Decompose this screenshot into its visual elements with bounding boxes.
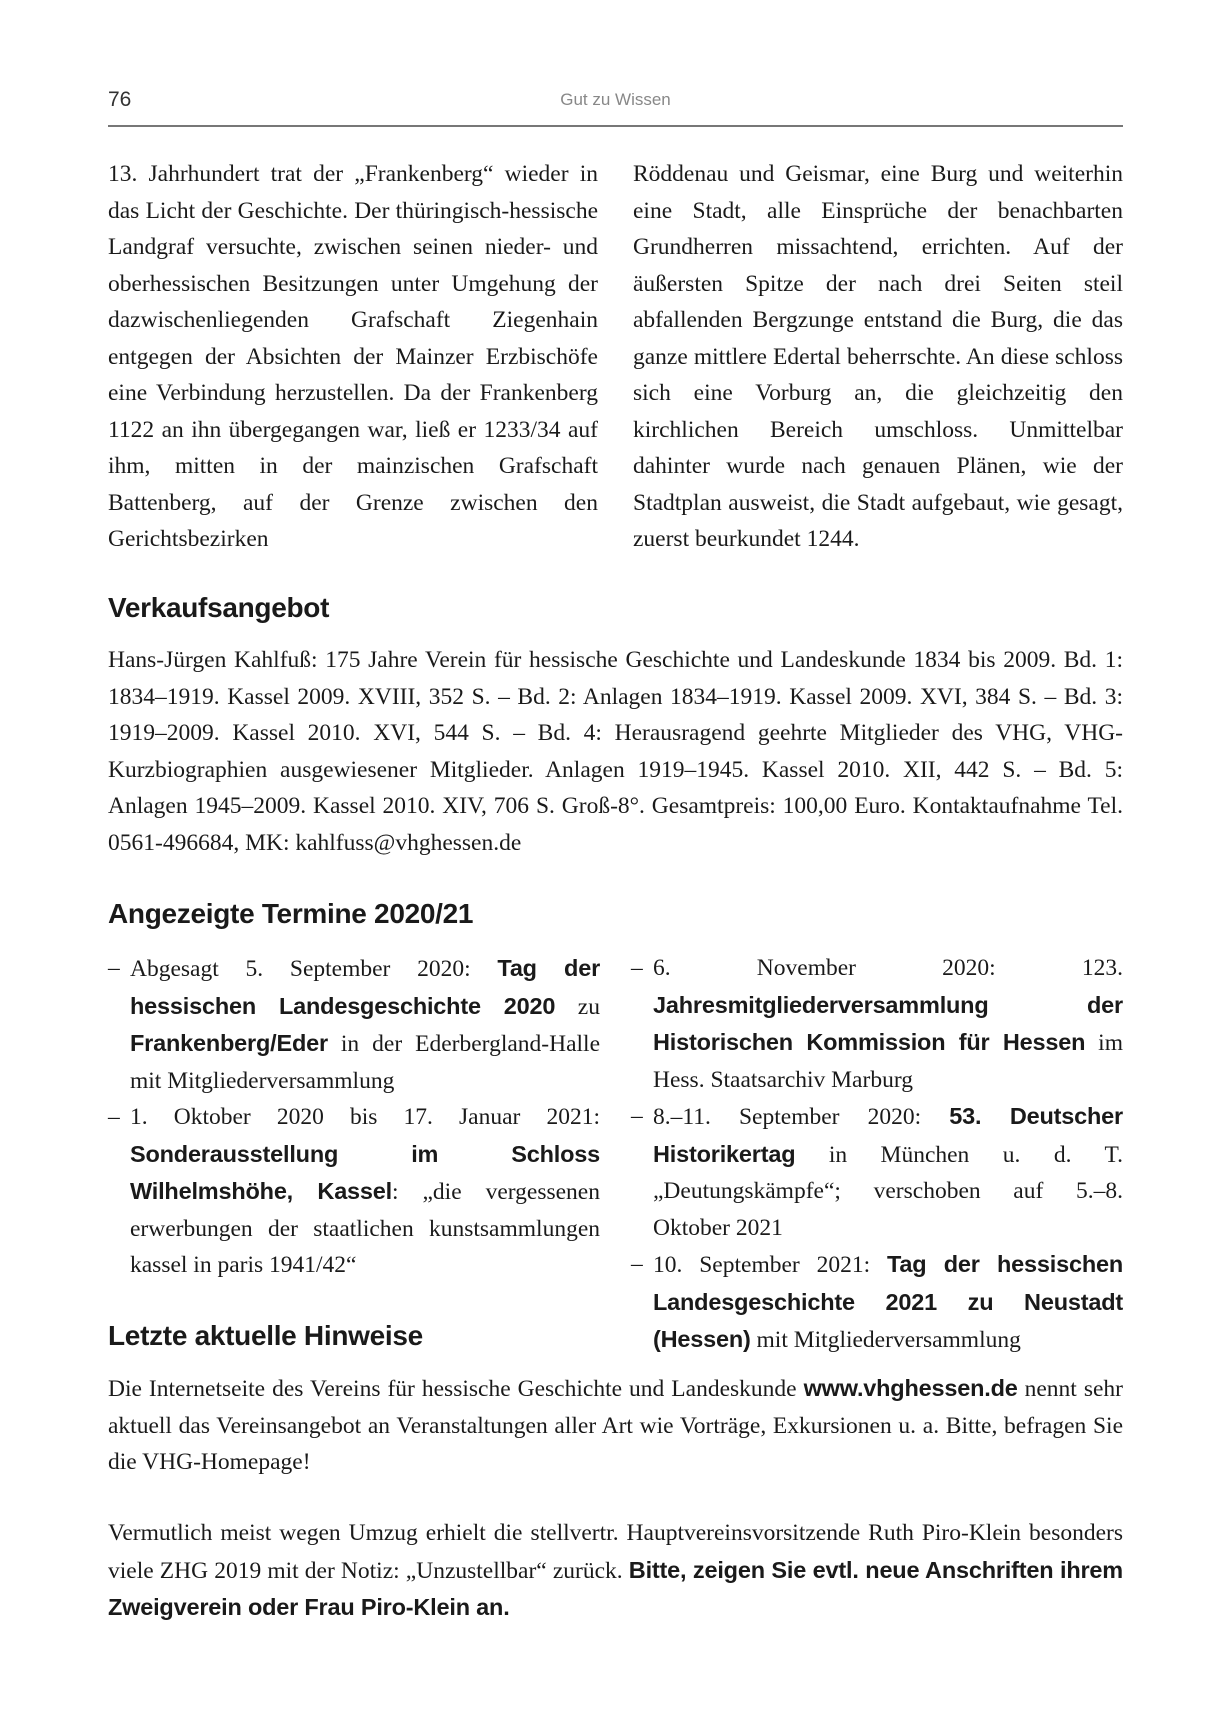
page-number: 76 [108,88,132,111]
event-item: – 8.–11. September 2020: 53. Deutscher Historikertag in München u. d. T. „Deutungskämpfe“; verschoben auf 5.–8. Oktober 2021 [631,1098,1123,1246]
intro-columns [108,156,1123,558]
events-left-column [108,950,600,1359]
event-title: Tag der hessischen Landesgeschichte 2020 [130,955,601,1019]
dash-bullet: – [108,1104,120,1130]
events-right-column [631,950,1123,1359]
dash-bullet: – [631,1103,643,1129]
address-notice: Bitte, zeigen Sie evtl. neue Anschriften ihrem Zweigverein oder Frau Piro-Klein an. [108,1556,1123,1620]
intro-right-text: Röddenau und Geismar, eine Burg und weiterhin eine Stadt, alle Einsprüche der benachbarten Grundherren missachtend, errichten. Auf der äußersten Spitze der nach drei Seiten steil abfallenden Bergzunge entstand die Burg, die das ganze mittlere Edertal beherrschte. An diese schloss sich eine Vorburg an, die gleichzeitig den kirchlichen Bereich umschloss. Unmittelbar dahinter wurde nach genauen Plänen, wie der Stadtplan ausweist, die Stadt aufgebaut, wie gesagt, zuerst beurkundet 1244. [633,161,1123,552]
verkauf-text: Hans-Jürgen Kahlfuß: 175 Jahre Verein für hessische Geschichte und Landeskunde 1834 bis 2009. Bd. 1: 1834–1919. Kassel 2009. XVIII, 352 S. – Bd. 2: Anlagen 1834–1919. Kassel 2009. XVI, 384 S. – Bd. 3: 1919–2009. Kassel 2010. XVI, 544 S. – Bd. 4: Herausragend geehrte Mitglieder des VHG, VHG-Kurzbiographien ausgewiesener Mitglieder. Anlagen 1919–1945. Kassel 2010. XII, 442 S. – Bd. 5: Anlagen 1945–2009. Kassel 2010. XIV, 706 S. Groß-8°. Gesamtpreis: 100,00 Euro. Kontaktaufnahme Tel. 0561-496684, MK: kahlfuss@vhghessen.de [108,647,1123,856]
events-list [108,950,1123,1359]
dash-bullet: – [631,1251,643,1277]
event-item: – 1. Oktober 2020 bis 17. Januar 2021: Sonderausstellung im Schloss Wilhelmshöhe, Kassel: „die vergessenen erwerbungen der staatlichen kunstsammlungen kassel in paris 1941/42“ [108,1099,600,1284]
event-title: Tag der hessischen Landesgeschichte 2021 zu Neustadt (Hessen) [653,1251,1123,1352]
section-heading-verkauf: Verkaufsangebot [108,592,330,623]
intro-right-column [633,156,1123,558]
intro-left-text: 13. Jahrhundert trat der „Frankenberg“ wieder in das Licht der Geschichte. Der thüringisch-hessische Landgraf versuchte, zwischen seinen nieder- und oberhessischen Besitzungen unter Umgehung der dazwischenliegenden Grafschaft Ziegenhain entgegen der Absichten der Mainzer Erzbischöfe eine Verbindung herzustellen. Da der Frankenberg 1122 an ihn übergegangen war, ließ er 1233/34 auf ihm, mitten in der mainzischen Grafschaft Battenberg, auf der Grenze zwischen den Gerichtsbezirken [108,161,598,552]
running-title: Gut zu Wissen [560,90,671,109]
event-title: Sonderausstellung im Schloss Wilhelmshöhe, Kassel [130,1140,600,1204]
section-heading-hinweise: Letzte aktuelle Hinweise [108,1320,423,1351]
dash-bullet: – [108,955,120,981]
hinweise-paragraph-2: Vermutlich meist wegen Umzug erhielt die stellvertr. Hauptvereinsvorsitzende Ruth Piro-Klein besonders viele ZHG 2019 mit der Notiz: „Unzustellbar“ zurück. Bitte, zeigen Sie evtl. neue Anschriften ihrem Zweigverein oder Frau Piro-Klein an. [108,1520,1123,1620]
website-link[interactable]: www.vhghessen.de [803,1375,1018,1401]
hinweise-paragraph-1: Die Internetseite des Vereins für hessische Geschichte und Landeskunde www.vhghessen.de nennt sehr aktuell das Vereinsangebot an Veranstaltungen aller Art wie Vorträge, Exkursionen u. a. Bitte, befragen Sie die VHG-Homepage! [108,1375,1123,1475]
page-header [108,86,1123,126]
section-heading-termine: Angezeigte Termine 2020/21 [108,898,474,929]
intro-left-column [108,156,598,558]
dash-bullet: – [631,955,643,981]
verkauf-paragraph [108,642,1123,861]
event-item: – 10. September 2021: Tag der hessischen Landesgeschichte 2021 zu Neustadt (Hessen) mit Mitgliederversammlung [631,1246,1123,1359]
event-item: – 6. November 2020: 123. Jahresmitgliederversammlung der Historischen Kommission für Hessen im Hess. Staatsarchiv Marburg [631,950,1123,1098]
event-item: – Abgesagt 5. September 2020: Tag der hessischen Landesgeschichte 2020 zu Frankenberg/Eder in der Ederbergland-Halle mit Mitgliederversammlung [108,950,600,1099]
event-title: 53. Deutscher Historikertag [653,1103,1123,1167]
event-location: Frankenberg/Eder [130,1030,328,1056]
header-rule [108,125,1123,127]
event-title: Jahresmitgliederversammlung der Historischen Kommission für Hessen [653,991,1123,1055]
